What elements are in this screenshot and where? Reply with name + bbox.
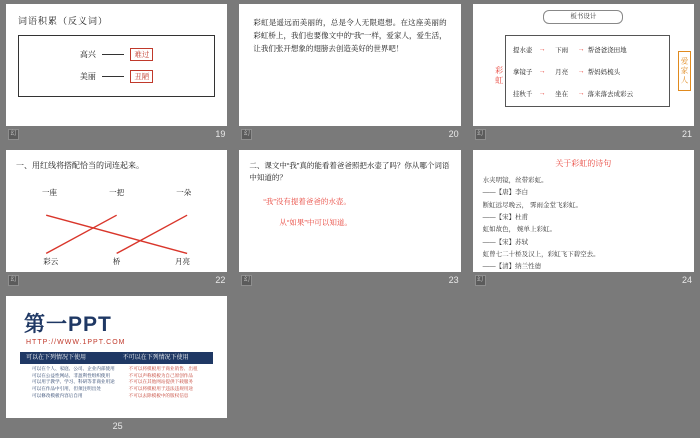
antonym-1-right: 难过 <box>130 48 153 61</box>
slide-23-footer <box>239 272 460 288</box>
deck-logo-icon: 幻 <box>241 129 252 140</box>
dash-icon <box>102 76 124 77</box>
poem-line-1-text: 水夹明镜，丝带彩虹。 <box>482 177 548 184</box>
slide-20-paragraph: 彩虹是遥远而美丽的，总是令人无限遐想。在这座美丽的彩虹桥上，我们也要像文中的“我”一样，爱家人，爱生活，让我们张开想象的翅膀去创造美好的世界吧！ <box>253 18 447 54</box>
slide-23-answer-2: 从“如果”中可以知道。 <box>279 218 352 227</box>
usage-lists <box>20 366 213 399</box>
antonym-pair-1 <box>19 48 214 61</box>
arrow-right-icon: → <box>577 67 585 75</box>
slide-23[interactable] <box>239 150 460 272</box>
poem-line-1-author: ——【唐】李白 <box>482 189 529 197</box>
arrow-right-icon: → <box>538 67 546 75</box>
slide-24[interactable] <box>473 150 694 272</box>
slide-21-right-tag: 爱家人 <box>678 51 691 92</box>
poem-line-3-text: 虹如故色， 婉单上彩虹。 <box>482 226 556 234</box>
antonym-1-left: 高兴 <box>79 50 96 59</box>
brand-url: HTTP://WWW.1PPT.COM <box>26 339 126 346</box>
slide-23-answer-1: “我”没有提着爸爸的水壶。 <box>263 197 351 206</box>
usage-allowed-item: 可以用于教学、学习、科研等非商业用途 <box>32 379 115 385</box>
poem-line <box>483 249 684 272</box>
slide-24-footer <box>473 272 694 288</box>
row-1-c: 帮爸爸浇田地 <box>587 46 627 54</box>
slide-22-matching-area <box>16 187 217 272</box>
poem-line <box>483 200 684 225</box>
slide-19-footer <box>6 126 227 142</box>
slide-21-left-label: 彩虹 <box>494 66 504 86</box>
usage-headers <box>20 352 213 364</box>
slide-20[interactable] <box>239 4 460 126</box>
usage-forbidden-item: 不可以将模板用于商业销售、出租 <box>128 366 198 371</box>
antonym-2-left: 美丽 <box>79 72 96 81</box>
slide-19[interactable] <box>6 4 227 126</box>
slide-21[interactable] <box>473 4 694 126</box>
row-3-c: 落来落去成彩云 <box>587 90 634 98</box>
usage-forbidden-item: 不可以去除模板中的版权信息 <box>128 392 189 398</box>
usage-forbidden-item: 不可以将模板用于违法违规用途 <box>128 385 193 391</box>
deck-logo-icon: 幻 <box>475 129 486 140</box>
row-2-a: 拿镜子 <box>512 68 533 76</box>
top-word-2: 一把 <box>109 188 125 197</box>
usage-forbidden-item: 不可以声称模板为自己原创作品 <box>128 372 193 378</box>
deck-logo-icon: 幻 <box>8 129 19 140</box>
usage-allowed-header: 可以在下列情况下使用 <box>26 355 87 361</box>
slide-21-number: 21 <box>681 129 692 139</box>
slide-19-number: 19 <box>215 129 226 139</box>
poem-line-3-author: ——【宋】苏轼 <box>482 238 529 246</box>
dash-icon <box>102 54 124 55</box>
slide-25-footer <box>6 418 227 434</box>
arrow-right-icon: → <box>577 89 585 97</box>
slide-25-number: 25 <box>112 421 123 431</box>
bottom-word-2: 桥 <box>112 257 121 266</box>
slide-24-title: 关于彩虹的诗句 <box>555 159 612 168</box>
usage-allowed-item: 可以在公益性网站、非盈利性组织使用 <box>32 372 111 378</box>
slide-22-title: 一、用红线将搭配恰当的词连起来。 <box>16 161 144 170</box>
slide-21-rows <box>505 35 670 107</box>
slide-cell-24[interactable] <box>467 146 700 292</box>
arrow-right-icon: → <box>538 45 546 53</box>
slide-21-header: 板书设计 <box>543 10 623 24</box>
slide-21-right-label <box>670 51 690 92</box>
slide-21-row <box>510 67 665 76</box>
slide-21-footer <box>473 126 694 142</box>
slide-cell-23[interactable] <box>233 146 466 292</box>
usage-forbidden-header: 不可以在下列情况下使用 <box>122 355 189 361</box>
row-3-a: 挂秋千 <box>512 90 533 98</box>
poem-line-2-author: ——【宋】杜甫 <box>482 214 529 222</box>
usage-allowed-list <box>20 366 117 399</box>
top-word-3: 一朵 <box>176 188 192 197</box>
slide-25[interactable] <box>6 296 227 418</box>
slide-23-question: 二、课文中“我”真的能看着爸爸照把水壶了吗？你从哪个词语中知道的？ <box>249 161 450 182</box>
bottom-word-1: 彩云 <box>43 257 59 266</box>
poem-line-2-text: 断虹远尽晚云， 霁雨金堂飞彩虹。 <box>482 201 582 209</box>
slide-23-number: 23 <box>448 275 459 285</box>
row-2-b: 月亮 <box>555 68 569 76</box>
row-1-b: 下雨 <box>555 46 569 54</box>
slide-19-box <box>18 35 215 97</box>
top-word-1: 一座 <box>42 188 58 197</box>
arrow-right-icon: → <box>538 89 546 97</box>
poem-line <box>483 224 684 249</box>
antonym-pair-2 <box>19 70 214 83</box>
poem-line-4-text: 虹曾七二十桥及汉上，彩虹飞下碧空去。 <box>482 251 600 259</box>
deck-logo-icon: 幻 <box>8 275 19 286</box>
poem-line <box>483 175 684 200</box>
slide-cell-22[interactable] <box>0 146 233 292</box>
usage-forbidden-list <box>117 366 214 399</box>
slide-cell-19[interactable] <box>0 0 233 146</box>
deck-logo-icon: 幻 <box>475 275 486 286</box>
row-3-b: 坐在 <box>555 90 569 98</box>
slide-22-number: 22 <box>215 275 226 285</box>
slide-20-footer <box>239 126 460 142</box>
slide-19-title: 词语积累（反义词） <box>18 16 109 26</box>
usage-allowed-item: 可以在作品中引用，但须注明出处 <box>32 385 101 391</box>
slide-21-row <box>510 89 665 98</box>
row-2-c: 帮妈妈梳头 <box>587 68 621 76</box>
slide-cell-25[interactable] <box>0 292 233 438</box>
slide-24-poem <box>483 175 684 272</box>
slide-cell-21[interactable] <box>467 0 700 146</box>
brand-title: 第一PPT <box>24 313 112 336</box>
deck-logo-icon: 幻 <box>241 275 252 286</box>
bottom-word-3: 月亮 <box>175 257 191 266</box>
slide-22[interactable] <box>6 150 227 272</box>
poem-line-4-author: ——【清】纳兰性德 <box>482 263 542 271</box>
usage-allowed-item: 可以修改模板内容后自用 <box>32 392 83 398</box>
slide-21-row <box>510 45 665 54</box>
slide-22-bottom-words <box>16 256 217 267</box>
slide-20-number: 20 <box>448 129 459 139</box>
usage-allowed-item: 可以在个人、家庭、公司、企业内部使用 <box>32 366 115 371</box>
slide-cell-20[interactable] <box>233 0 466 146</box>
usage-forbidden-item: 不可以在其他网站提供下载服务 <box>128 379 193 385</box>
arrow-right-icon: → <box>577 45 585 53</box>
antonym-2-right: 丑陋 <box>130 70 153 83</box>
slide-24-number: 24 <box>681 275 692 285</box>
slide-22-footer <box>6 272 227 288</box>
slide-21-diagram <box>473 29 694 113</box>
row-1-a: 提水壶 <box>512 46 533 54</box>
